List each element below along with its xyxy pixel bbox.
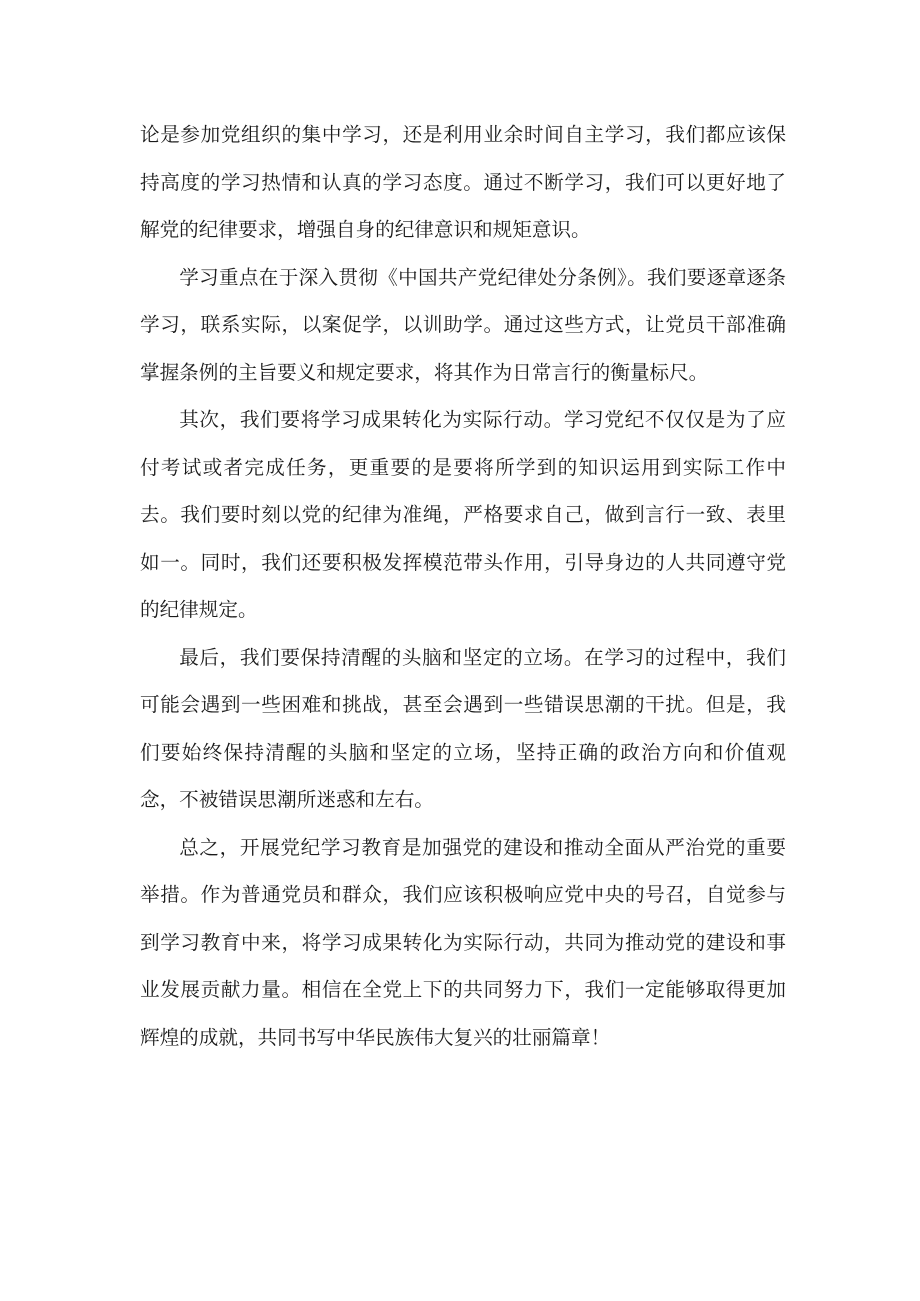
paragraph-clear-mind: 最后，我们要保持清醒的头脑和坚定的立场。在学习的过程中，我们可能会遇到一些困难和挑战，甚至会遇到一些错误思潮的干扰。但是，我们要始终保持清醒的头脑和坚定的立场，坚持正确的政治方向和价值观念，不被错误思潮所迷惑和左右。 (140, 645, 786, 811)
paragraph-study-focus: 学习重点在于深入贯彻《中国共产党纪律处分条例》。我们要逐章逐条学习，联系实际，以案促学，以训助学。通过这些方式，让党员干部准确掌握条例的主旨要义和规定要求，将其作为日常言行的衡量标尺。 (140, 265, 786, 384)
paragraph-conclusion: 总之，开展党纪学习教育是加强党的建设和推动全面从严治党的重要举措。作为普通党员和群众，我们应该积极响应党中央的号召，自觉参与到学习教育中来，将学习成果转化为实际行动，共同为推动党的建设和事业发展贡献力量。相信在全党上下的共同努力下，我们一定能够取得更加辉煌的成就，共同书写中华民族伟大复兴的壮丽篇章！ (140, 835, 786, 1049)
paragraph-continued: 论是参加党组织的集中学习，还是利用业余时间自主学习，我们都应该保持高度的学习热情和认真的学习态度。通过不断学习，我们可以更好地了解党的纪律要求，增强自身的纪律意识和规矩意识。 (140, 123, 786, 241)
paragraph-action: 其次，我们要将学习成果转化为实际行动。学习党纪不仅仅是为了应付考试或者完成任务，更重要的是要将所学到的知识运用到实际工作中去。我们要时刻以党的纪律为准绳，严格要求自己，做到言行一致、表里如一。同时，我们还要积极发挥模范带头作用，引导身边的人共同遵守党的纪律规定。 (140, 408, 786, 621)
document-body (140, 111, 786, 1061)
